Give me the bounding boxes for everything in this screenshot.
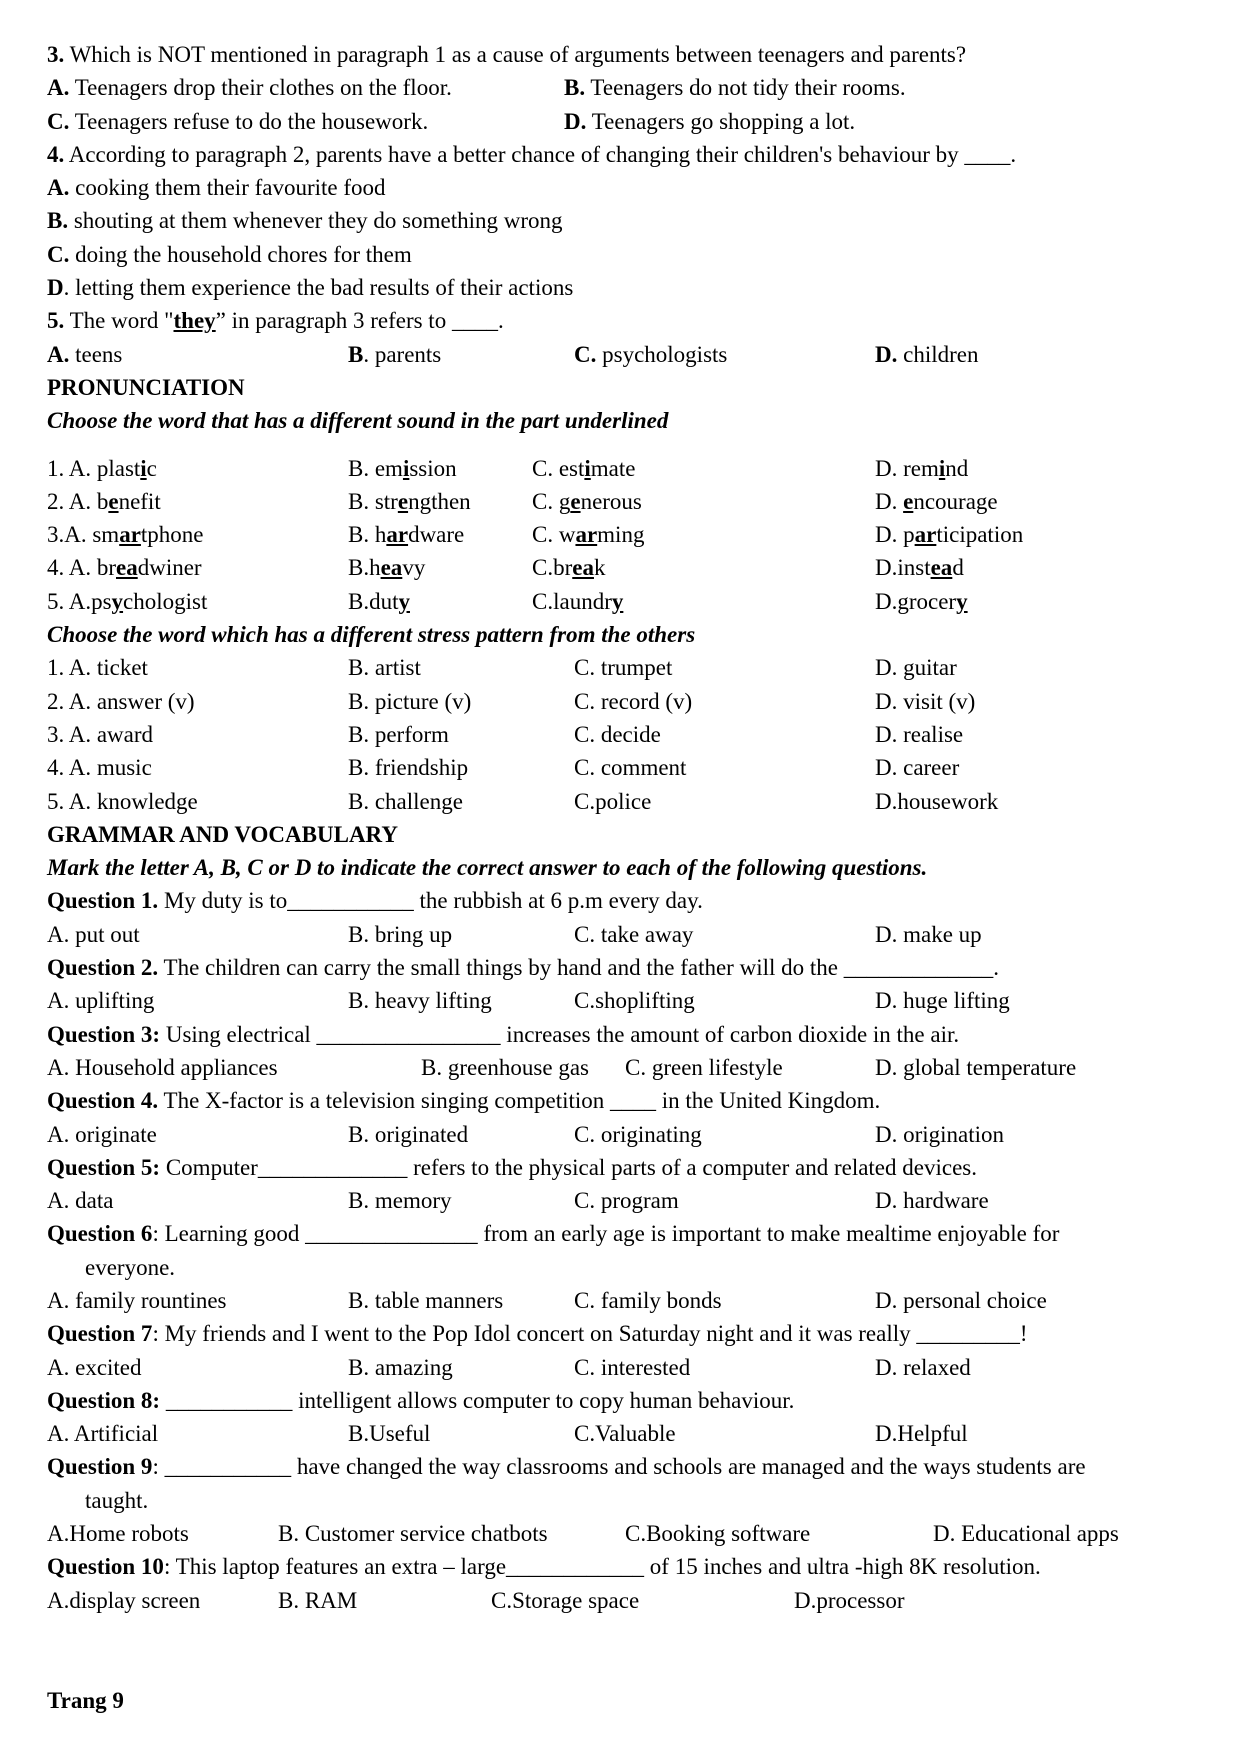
underlined-letters: ar <box>386 522 409 548</box>
option-text: nerous <box>580 488 642 514</box>
answer-option[interactable]: C. originating <box>574 1121 702 1147</box>
answer-options-row <box>47 1284 1197 1317</box>
answer-option[interactable]: B. RAM <box>278 1587 358 1613</box>
option-text: Teenagers refuse to do the housework. <box>69 108 429 134</box>
option-letter: C. <box>47 108 70 134</box>
answer-options-row <box>47 1051 1197 1084</box>
question-text: My duty is to___________ the rubbish at 6 p.m every day. <box>158 888 703 914</box>
answer-option[interactable]: A. Household appliances <box>47 1054 278 1080</box>
question-text: : My friends and I went to the Pop Idol concert on Saturday night and it was really _________! <box>152 1321 1028 1347</box>
option-text: . parents <box>363 341 442 367</box>
option-text: . letting them experience the bad results of their actions <box>63 275 574 301</box>
option-text: 4. A. br <box>47 555 116 581</box>
answer-option[interactable]: C. family bonds <box>574 1287 722 1313</box>
answer-options-row <box>47 918 1197 951</box>
answer-option[interactable]: B. memory <box>348 1188 452 1214</box>
option-text: B. str <box>348 488 398 514</box>
option-text: psychologists <box>596 341 728 367</box>
sound-option[interactable] <box>875 452 968 485</box>
answer-option[interactable]: B. heavy lifting <box>348 988 492 1014</box>
answer-option[interactable]: C. take away <box>574 921 694 947</box>
option-text: d <box>952 555 964 581</box>
sound-option[interactable] <box>47 518 204 551</box>
answer-option[interactable]: D. relaxed <box>875 1354 971 1380</box>
question-text-continuation: everyone. <box>85 1254 176 1280</box>
question-5-stem <box>47 304 1197 337</box>
option-text: dwiner <box>137 555 202 581</box>
question-label: Question 2. <box>47 955 159 981</box>
question-text: The children can carry the small things by hand and the father will do the _____________. <box>158 955 999 981</box>
question-label: Question 3: <box>47 1021 161 1047</box>
sound-option[interactable] <box>348 485 471 518</box>
stress-option[interactable]: 4. A. music <box>47 755 152 781</box>
underlined-letters: i <box>938 455 946 481</box>
option-text: C.br <box>532 555 573 581</box>
question-label: Question 1. <box>47 888 159 914</box>
sound-option[interactable] <box>875 485 998 518</box>
sound-option[interactable] <box>47 452 157 485</box>
stress-option[interactable]: C. trumpet <box>574 655 673 681</box>
option-text: ticipation <box>936 522 1024 548</box>
stress-option[interactable]: 3. A. award <box>47 721 154 747</box>
option-text: dware <box>408 522 465 548</box>
answer-option[interactable]: D.processor <box>794 1587 905 1613</box>
option-text: teens <box>69 341 123 367</box>
question-label: Question 7 <box>47 1321 153 1347</box>
stress-rows <box>47 651 1197 817</box>
stress-option[interactable]: B. challenge <box>348 788 463 814</box>
option-text: Teenagers do not tidy their rooms. <box>585 75 906 101</box>
stress-question-row <box>47 651 1197 684</box>
underlined-letters: e <box>108 488 119 514</box>
stress-option[interactable]: 2. A. answer (v) <box>47 688 195 714</box>
option-text: nefit <box>118 488 161 514</box>
underlined-letters: i <box>402 455 410 481</box>
question-label: Question 9 <box>47 1454 153 1480</box>
answer-option[interactable]: C. interested <box>574 1354 691 1380</box>
option-text: Teenagers go shopping a lot. <box>586 108 856 134</box>
option-b[interactable] <box>348 338 441 371</box>
answer-options-row <box>47 1184 1197 1217</box>
question-5-options <box>47 338 1197 371</box>
answer-option[interactable]: B. greenhouse gas <box>421 1054 589 1080</box>
answer-option[interactable]: A. excited <box>47 1354 142 1380</box>
answer-option[interactable]: B. originated <box>348 1121 469 1147</box>
question-number: 5. <box>47 308 65 334</box>
question-text: ” in paragraph 3 refers to ____. <box>215 308 504 334</box>
option-text: children <box>897 341 979 367</box>
option-d[interactable] <box>875 338 978 371</box>
option-letter: A. <box>47 341 70 367</box>
sound-option[interactable] <box>348 585 410 618</box>
sound-option[interactable] <box>532 485 642 518</box>
answer-option[interactable]: A. data <box>47 1188 114 1214</box>
answer-options-row <box>47 1351 1197 1384</box>
grammar-question-stem <box>47 884 1197 917</box>
answer-option[interactable]: A. put out <box>47 921 140 947</box>
option-text: tphone <box>140 522 204 548</box>
option-text: D.inst <box>875 555 931 581</box>
grammar-instruction: Mark the letter A, B, C or D to indicate the correct answer to each of the following questions. <box>47 855 928 881</box>
question-number: 3. <box>47 42 65 67</box>
question-label: Question 5: <box>47 1154 161 1180</box>
stress-option[interactable]: B. picture (v) <box>348 688 472 714</box>
stress-option[interactable]: D. career <box>875 755 960 781</box>
question-number: 4. <box>47 141 65 167</box>
question-text: Computer_____________ refers to the physical parts of a computer and related devices. <box>160 1154 977 1180</box>
sound-option[interactable] <box>47 551 202 584</box>
sound-option[interactable] <box>348 518 464 551</box>
stress-option[interactable]: B. artist <box>348 655 421 681</box>
option-text: C. g <box>532 488 571 514</box>
question-text: ___________ intelligent allows computer to copy human behaviour. <box>160 1387 795 1413</box>
underlined-letters: i <box>584 455 591 481</box>
underlined-word: they <box>173 308 216 334</box>
sound-option[interactable] <box>47 585 207 618</box>
grammar-question-stem <box>47 1151 1197 1184</box>
option-letter: A. <box>47 175 70 201</box>
answer-option[interactable]: A. originate <box>47 1121 157 1147</box>
option-b[interactable] <box>47 204 1197 237</box>
sound-rows <box>47 452 1197 618</box>
answer-option[interactable]: C.Storage space <box>491 1587 640 1613</box>
option-text: doing the household chores for them <box>69 241 412 267</box>
spacer <box>47 438 1197 452</box>
answer-option[interactable]: A. family rountines <box>47 1287 227 1313</box>
underlined-letters: e <box>903 488 914 514</box>
option-text: chologist <box>123 588 208 614</box>
underlined-letters: ea <box>572 555 594 581</box>
sound-option[interactable] <box>532 551 605 584</box>
underlined-letters: e <box>397 488 409 514</box>
option-text: B.dut <box>348 588 399 614</box>
underlined-letters: e <box>570 488 581 514</box>
option-text: cooking them their favourite food <box>69 175 386 201</box>
question-label: Question 4. <box>47 1088 159 1114</box>
option-text: ming <box>597 522 645 548</box>
stress-option[interactable]: 1. A. ticket <box>47 655 148 681</box>
sound-option[interactable] <box>47 485 161 518</box>
option-text: mate <box>590 455 636 481</box>
answer-option[interactable]: D.Helpful <box>875 1421 968 1447</box>
sound-question-row <box>47 551 1197 584</box>
question-3-options-row-2 <box>47 105 1197 138</box>
option-c[interactable] <box>47 105 428 138</box>
option-a[interactable] <box>47 71 452 104</box>
option-a[interactable] <box>47 338 122 371</box>
sound-option[interactable] <box>875 551 964 584</box>
answer-option[interactable]: A. uplifting <box>47 988 155 1014</box>
sound-option[interactable] <box>348 551 425 584</box>
answer-option[interactable]: C. green lifestyle <box>625 1054 783 1080</box>
option-text: nd <box>945 455 969 481</box>
question-text: : This laptop features an extra – large____________ of 15 inches and ultra -high 8K resolution. <box>163 1554 1041 1580</box>
sound-question-row <box>47 585 1197 618</box>
stress-option[interactable]: B. perform <box>348 721 449 747</box>
grammar-question-stem <box>47 1450 1197 1483</box>
sound-option[interactable] <box>532 452 635 485</box>
answer-option[interactable]: D. personal choice <box>875 1287 1047 1313</box>
option-letter: B <box>348 341 364 367</box>
question-label: Question 6 <box>47 1221 153 1247</box>
answer-options-row <box>47 1118 1197 1151</box>
option-text: D.grocer <box>875 588 957 614</box>
answer-options-row <box>47 984 1197 1017</box>
sound-question-row <box>47 518 1197 551</box>
stress-option[interactable]: 5. A. knowledge <box>47 788 198 814</box>
underlined-letters: ar <box>575 522 598 548</box>
option-letter: D. <box>875 341 898 367</box>
stress-question-row <box>47 685 1197 718</box>
option-letter: B. <box>564 75 586 101</box>
option-letter: C. <box>47 241 70 267</box>
option-c[interactable] <box>47 238 1197 271</box>
page-footer: Trang 9 <box>47 1688 124 1713</box>
pronunciation-heading: PRONUNCIATION <box>47 374 245 400</box>
underlined-letters: ea <box>116 555 138 581</box>
underlined-letters: y <box>398 588 410 614</box>
answer-option[interactable]: A.Home robots <box>47 1521 189 1547</box>
answer-option[interactable]: B. amazing <box>348 1354 453 1380</box>
option-text: ngthen <box>408 488 471 514</box>
answer-option[interactable]: C.Valuable <box>574 1421 676 1447</box>
question-text: The X-factor is a television singing competition ____ in the United Kingdom. <box>158 1088 881 1114</box>
question-label: Question 8: <box>47 1387 161 1413</box>
grammar-question-stem <box>47 1550 1197 1583</box>
stress-option[interactable]: C.police <box>574 788 652 814</box>
option-text: B. h <box>348 522 387 548</box>
stress-question-row <box>47 718 1197 751</box>
sound-option[interactable] <box>348 452 457 485</box>
stress-option[interactable]: B. friendship <box>348 755 469 781</box>
question-text: According to paragraph 2, parents have a better chance of changing their children's behaviour by ____. <box>64 141 1017 167</box>
answer-option[interactable]: A. Artificial <box>47 1421 159 1447</box>
answer-options-row <box>47 1584 1197 1617</box>
stress-option[interactable]: D. realise <box>875 721 964 747</box>
underlined-letters: ea <box>930 555 953 581</box>
option-text: 1. A. plast <box>47 455 141 481</box>
option-text: c <box>146 455 157 481</box>
answer-option[interactable]: D. huge lifting <box>875 988 1010 1014</box>
stress-instruction: Choose the word which has a different stress pattern from the others <box>47 622 696 648</box>
grammar-heading: GRAMMAR AND VOCABULARY <box>47 821 398 847</box>
answer-options-row <box>47 1417 1197 1450</box>
answer-option[interactable]: D. global temperature <box>875 1054 1077 1080</box>
answer-option[interactable]: B. Customer service chatbots <box>278 1521 548 1547</box>
answer-option[interactable]: C.shoplifting <box>574 988 695 1014</box>
answer-option[interactable]: B. table manners <box>348 1287 504 1313</box>
option-text: B.h <box>348 555 381 581</box>
sound-option[interactable] <box>875 518 1023 551</box>
option-text: C. est <box>532 455 585 481</box>
question-text: : Learning good _______________ from an early age is important to make mealtime enjoyable for <box>152 1221 1060 1247</box>
option-text: 3.A. sm <box>47 522 120 548</box>
stress-question-row <box>47 751 1197 784</box>
option-text: D. p <box>875 522 915 548</box>
option-text: Teenagers drop their clothes on the floor. <box>69 75 452 101</box>
question-3-stem <box>47 38 1197 71</box>
option-letter: A. <box>47 75 70 101</box>
option-letter: C. <box>574 341 597 367</box>
question-text: Using electrical ________________ increases the amount of carbon dioxide in the air. <box>160 1021 960 1047</box>
option-text: 2. A. b <box>47 488 109 514</box>
stress-option[interactable]: C. comment <box>574 755 687 781</box>
option-text: vy <box>402 555 426 581</box>
stress-option[interactable]: D. guitar <box>875 655 957 681</box>
question-text-continuation: taught. <box>85 1487 149 1513</box>
stress-option[interactable]: D. visit (v) <box>875 688 976 714</box>
underlined-letters: ea <box>380 555 403 581</box>
question-text: Which is NOT mentioned in paragraph 1 as a cause of arguments between teenagers and parents? <box>64 42 967 67</box>
answer-option[interactable]: D. origination <box>875 1121 1005 1147</box>
option-text: ssion <box>409 455 457 481</box>
grammar-question-stem <box>47 1317 1197 1350</box>
grammar-questions <box>47 884 1197 1617</box>
sound-option[interactable] <box>875 585 968 618</box>
grammar-question-stem <box>47 1084 1197 1117</box>
answer-option[interactable]: D. hardware <box>875 1188 989 1214</box>
sound-option[interactable] <box>532 518 644 551</box>
stress-option[interactable]: C. decide <box>574 721 661 747</box>
answer-option[interactable]: A.display screen <box>47 1587 201 1613</box>
sound-option[interactable] <box>532 585 623 618</box>
option-text: ncourage <box>913 488 998 514</box>
option-text: C.laundr <box>532 588 612 614</box>
option-a[interactable] <box>47 171 1197 204</box>
option-text: D. rem <box>875 455 939 481</box>
sound-question-row <box>47 485 1197 518</box>
sound-instruction: Choose the word that has a different sound in the part underlined <box>47 408 669 434</box>
question-text: : ___________ have changed the way classrooms and schools are managed and the ways students are <box>152 1454 1086 1480</box>
option-letter: D <box>47 275 64 301</box>
question-3-options-row-1 <box>47 71 1197 104</box>
answer-option[interactable]: C. program <box>574 1188 679 1214</box>
underlined-letters: y <box>956 588 968 614</box>
answer-option[interactable]: C.Booking software <box>625 1521 811 1547</box>
underlined-letters: y <box>611 588 624 614</box>
answer-option[interactable]: B. bring up <box>348 921 453 947</box>
answer-option[interactable]: D. Educational apps <box>933 1521 1119 1547</box>
underlined-letters: y <box>111 588 124 614</box>
question-4-stem <box>47 138 1197 171</box>
underlined-letters: ar <box>914 522 937 548</box>
answer-option[interactable]: B.Useful <box>348 1421 431 1447</box>
option-text: 5. A.ps <box>47 588 112 614</box>
option-text: D. <box>875 488 904 514</box>
question-text: The word " <box>64 308 174 334</box>
grammar-question-stem <box>47 1217 1197 1250</box>
option-text: B. em <box>348 455 403 481</box>
option-text: k <box>593 555 606 581</box>
underlined-letters: ar <box>119 522 141 548</box>
underlined-letters: i <box>140 455 147 481</box>
grammar-question-stem <box>47 1384 1197 1417</box>
option-text: C. w <box>532 522 576 548</box>
option-b[interactable] <box>564 71 906 104</box>
option-text: shouting at them whenever they do something wrong <box>68 208 563 234</box>
option-c[interactable] <box>574 338 727 371</box>
sound-question-row <box>47 452 1197 485</box>
option-letter: B. <box>47 208 69 234</box>
answer-options-row <box>47 1517 1197 1550</box>
option-d[interactable] <box>47 271 1197 304</box>
answer-option[interactable]: D. make up <box>875 921 982 947</box>
option-d[interactable] <box>564 105 855 138</box>
grammar-question-stem <box>47 1018 1197 1051</box>
grammar-question-stem <box>47 951 1197 984</box>
option-letter: D. <box>564 108 587 134</box>
stress-option[interactable]: D.housework <box>875 788 999 814</box>
worksheet-page <box>47 38 1197 1617</box>
question-label: Question 10 <box>47 1554 164 1580</box>
stress-question-row <box>47 785 1197 818</box>
stress-option[interactable]: C. record (v) <box>574 688 693 714</box>
